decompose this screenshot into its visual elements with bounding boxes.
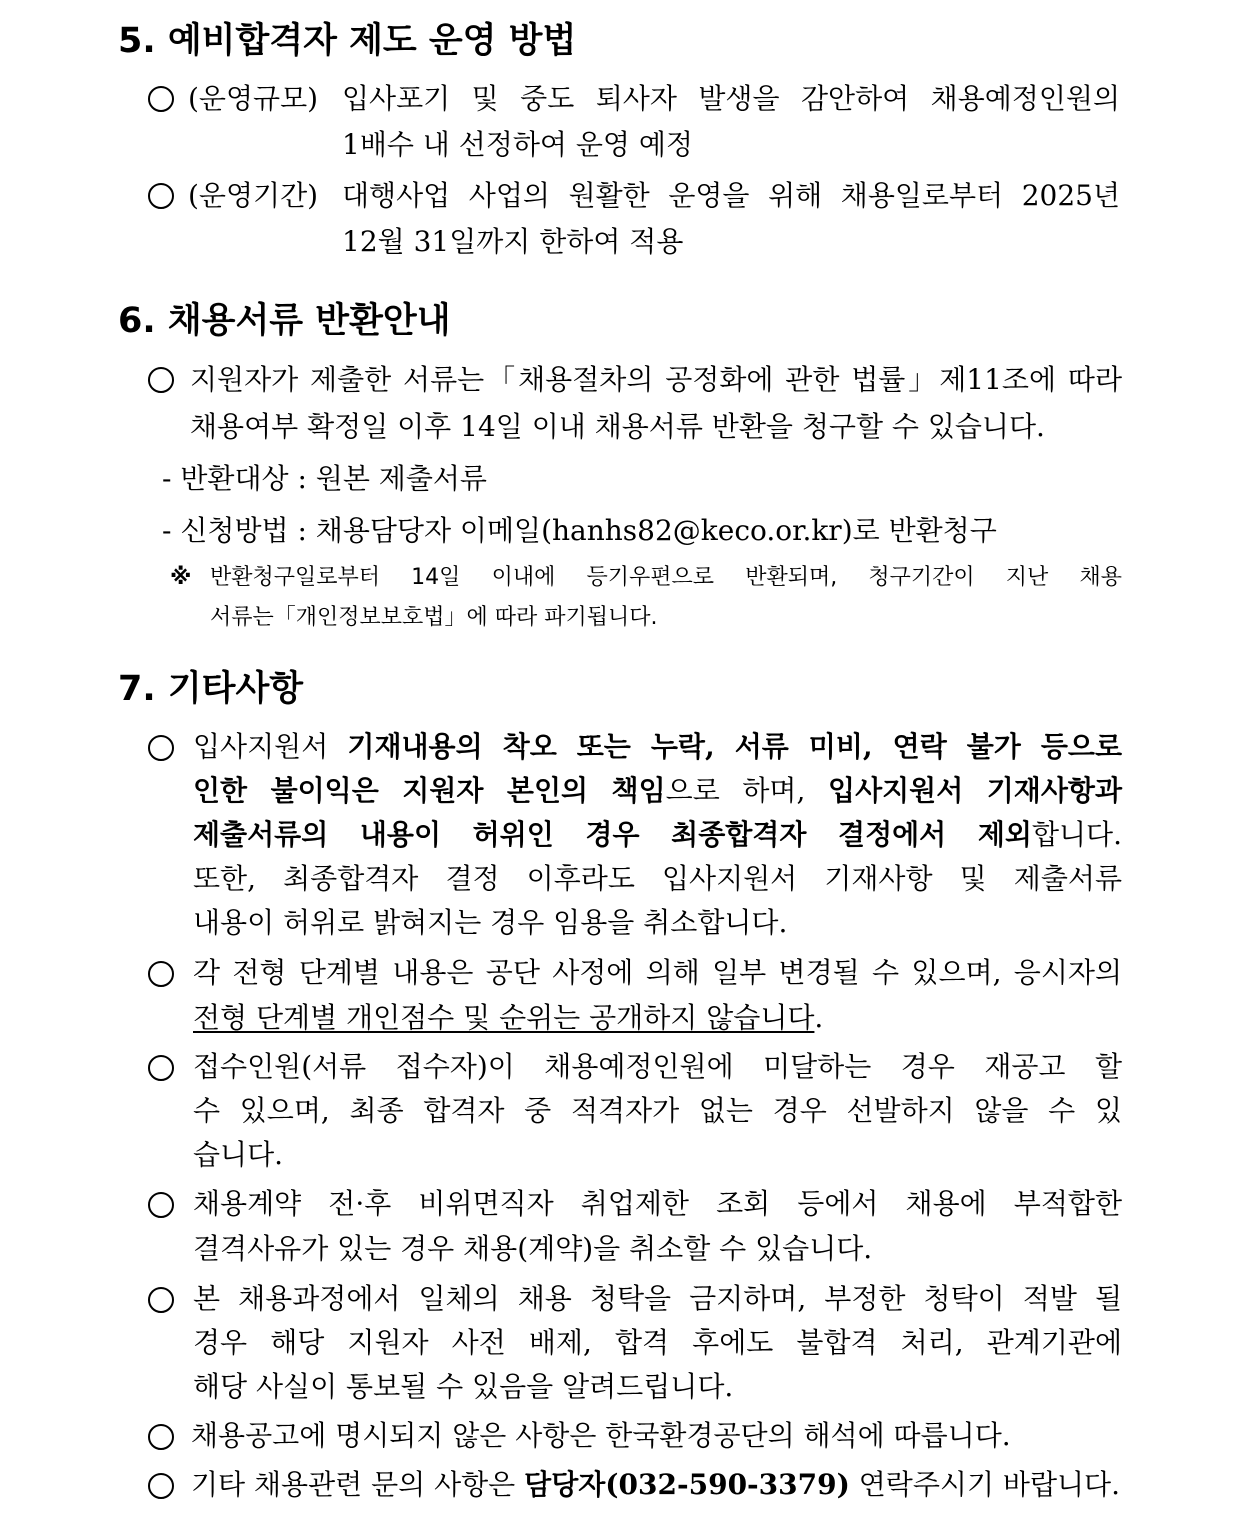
paragraph-text: 본 채용과정에서 일체의 채용 청탁을 금지하며, 부정한 청탁이 적발 될	[193, 1282, 1122, 1315]
circle-bullet-icon	[148, 86, 174, 112]
circle-bullet-icon	[148, 1192, 174, 1218]
item-text: 대행사업 사업의 원활한 운영을 위해 채용일로부터 2025년	[342, 179, 1120, 212]
paragraph-text: 채용공고에 명시되지 않은 사항은 한국환경공단의 해석에 따릅니다.	[191, 1419, 1011, 1452]
paragraph-text: 인한 불이익은 지원자 본인의 책임으로 하며, 입사지원서 기재사항과	[193, 774, 1123, 807]
paragraph-text: 결격사유가 있는 경우 채용(계약)을 취소할 수 있습니다.	[193, 1232, 873, 1265]
section-6-heading: 6. 채용서류 반환안내	[118, 301, 451, 341]
paragraph-text: 각 전형 단계별 내용은 공단 사정에 의해 일부 변경될 수 있으며, 응시자의	[193, 956, 1122, 989]
item-label: (운영규모)	[188, 82, 319, 115]
contact-text: 기타 채용관련 문의 사항은 담당자(032-590-3379) 연락주시기 바랍니다.	[191, 1468, 1120, 1501]
paragraph-text: 내용이 허위로 밝혀지는 경우 임용을 취소합니다.	[193, 906, 788, 939]
item-text: 입사포기 및 중도 퇴사자 발생을 감안하여 채용예정인원의	[342, 82, 1120, 115]
detail-return-target: - 반환대상 : 원본 제출서류	[162, 462, 487, 495]
circle-bullet-icon	[148, 1473, 174, 1499]
paragraph-text: 입사지원서 기재내용의 착오 또는 누락, 서류 미비, 연락 불가 등으로	[193, 730, 1122, 763]
circle-bullet-icon	[148, 1424, 174, 1450]
section-7-heading: 7. 기타사항	[118, 669, 304, 709]
circle-bullet-icon	[148, 1055, 174, 1081]
item-label: (운영기간)	[188, 179, 319, 212]
item-text: 1배수 내 선정하여 운영 예정	[342, 128, 693, 161]
reference-mark-icon: ※	[170, 565, 192, 590]
paragraph-text: 또한, 최종합격자 결정 이후라도 입사지원서 기재사항 및 제출서류	[193, 862, 1122, 895]
circle-bullet-icon	[148, 183, 174, 209]
paragraph-text: 수 있으며, 최종 합격자 중 적격자가 없는 경우 선발하지 않을 수 있	[193, 1094, 1122, 1127]
item-text: 12월 31일까지 한하여 적용	[342, 225, 684, 258]
paragraph-text: 채용여부 확정일 이후 14일 이내 채용서류 반환을 청구할 수 있습니다.	[190, 410, 1045, 443]
paragraph-text: 습니다.	[193, 1138, 284, 1171]
detail-request-method: - 신청방법 : 채용담당자 이메일(hanhs82@keco.or.kr)로 반환청구	[162, 514, 997, 547]
paragraph-text: 지원자가 제출한 서류는「채용절차의 공정화에 관한 법률」제11조에 따라	[190, 363, 1122, 396]
note-text: 반환청구일로부터 14일 이내에 등기우편으로 반환되며, 청구기간이 지난 채용	[210, 565, 1122, 590]
paragraph-text: 전형 단계별 개인점수 및 순위는 공개하지 않습니다.	[193, 1001, 824, 1034]
paragraph-text: 접수인원(서류 접수자)이 채용예정인원에 미달하는 경우 재공고 할	[193, 1050, 1122, 1083]
paragraph-text: 채용계약 전·후 비위면직자 취업제한 조회 등에서 채용에 부적합한	[193, 1187, 1122, 1220]
paragraph-text: 경우 해당 지원자 사전 배제, 합격 후에도 불합격 처리, 관계기관에	[193, 1326, 1122, 1359]
circle-bullet-icon	[148, 735, 174, 761]
circle-bullet-icon	[148, 1287, 174, 1313]
circle-bullet-icon	[148, 961, 174, 987]
section-5-heading: 5. 예비합격자 제도 운영 방법	[118, 21, 577, 61]
circle-bullet-icon	[148, 367, 174, 393]
note-text: 서류는「개인정보보호법」에 따라 파기됩니다.	[210, 605, 658, 630]
paragraph-text: 해당 사실이 통보될 수 있음을 알려드립니다.	[193, 1370, 734, 1403]
paragraph-text: 제출서류의 내용이 허위인 경우 최종합격자 결정에서 제외합니다.	[193, 818, 1122, 851]
